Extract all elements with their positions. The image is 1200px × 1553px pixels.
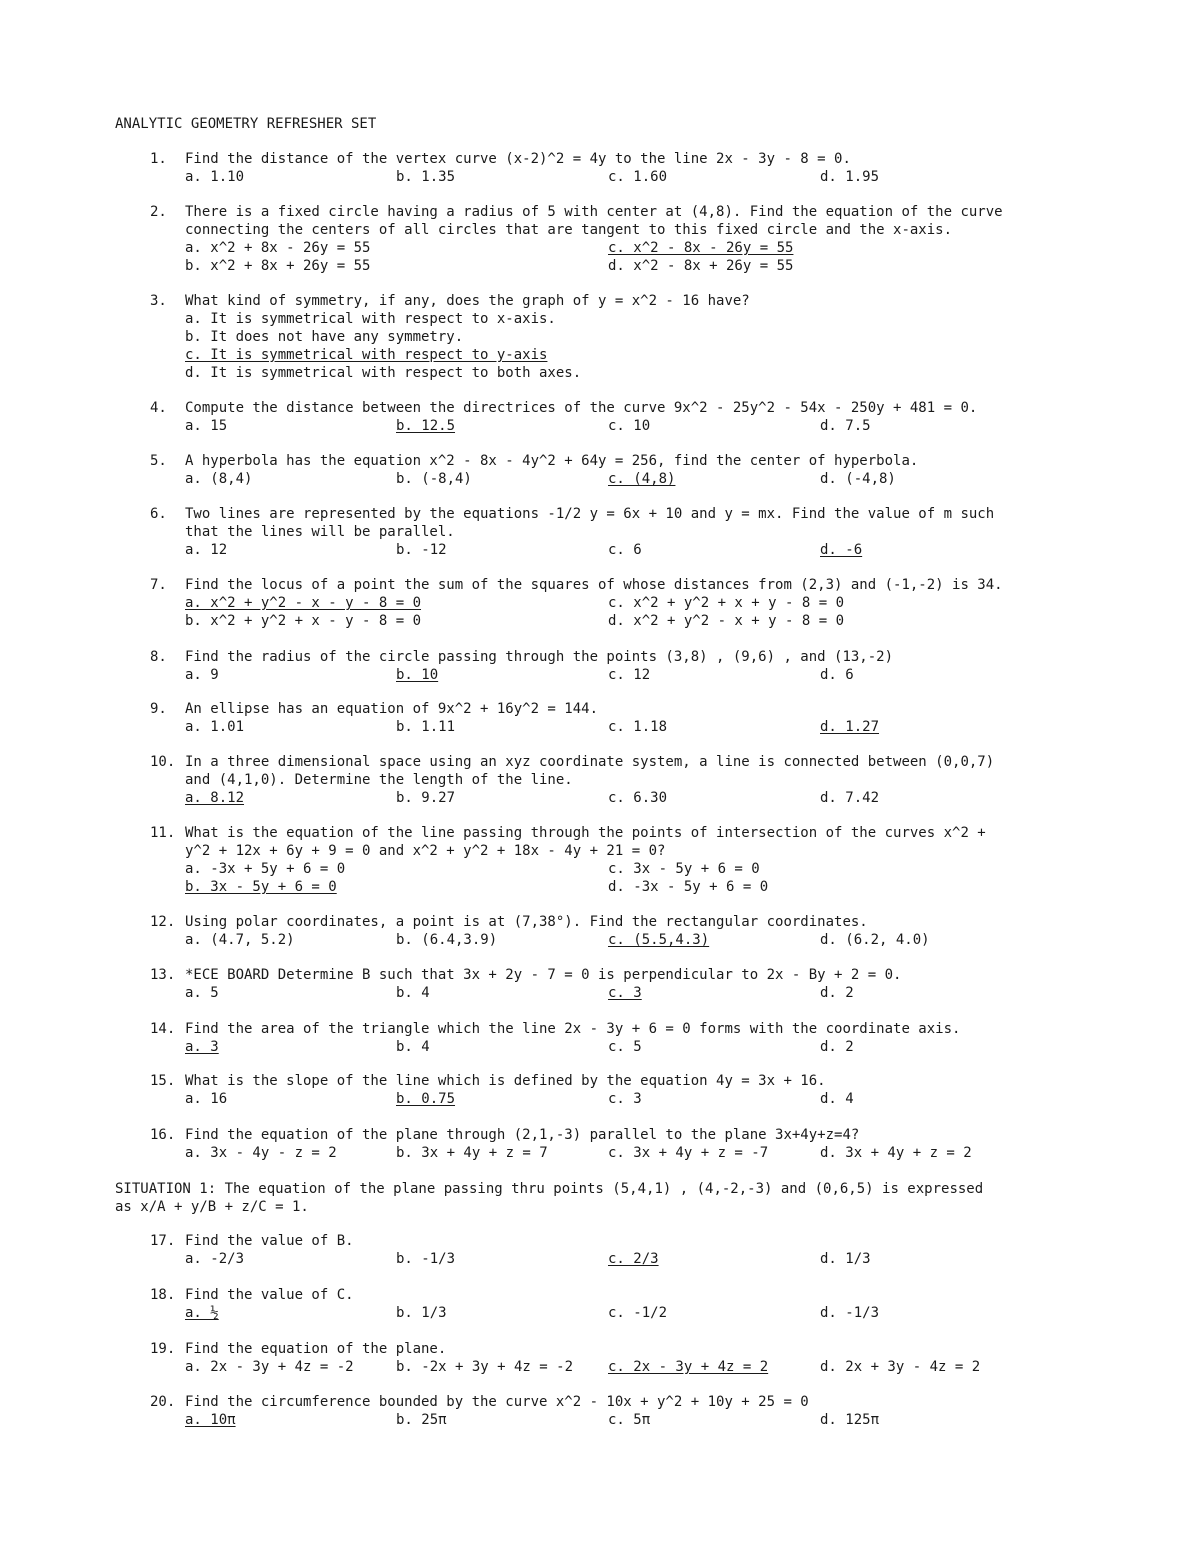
option-a: a. 16 (185, 1091, 228, 1107)
option-c: c. 3x + 4y + z = -7 (608, 1145, 769, 1161)
option-d: d. 125π (820, 1412, 880, 1428)
option-b: b. -1/3 (396, 1251, 456, 1267)
option-c: c. -1/2 (608, 1305, 668, 1321)
question-6 (150, 505, 1110, 559)
option-d: d. 1.95 (820, 169, 880, 185)
question-number: 19. (150, 1341, 176, 1357)
question-text: Find the circumference bounded by the curve x^2 - 10x + y^2 + 10y + 25 = 0 (185, 1394, 809, 1410)
option-a: a. 9 (185, 667, 219, 683)
option-c: c. 3 (608, 1091, 642, 1107)
question-text: that the lines will be parallel. (185, 524, 455, 540)
option-b: b. 9.27 (396, 790, 456, 806)
option-c: c. 12 (608, 667, 651, 683)
option-b: b. 1.11 (396, 719, 456, 735)
option-b: b. (-8,4) (396, 471, 472, 487)
question-15 (150, 1072, 1110, 1108)
option-c-answer: c. (4,8) (608, 471, 676, 487)
option-d: d. 6 (820, 667, 854, 683)
question-text: There is a fixed circle having a radius of 5 with center at (4,8). Find the equation of the curve (185, 204, 1003, 220)
question-3 (150, 292, 1110, 382)
question-number: 16. (150, 1127, 176, 1143)
question-text: *ECE BOARD Determine B such that 3x + 2y - 7 = 0 is perpendicular to 2x - By + 2 = 0. (185, 967, 902, 983)
option-a: a. x^2 + 8x - 26y = 55 (185, 240, 371, 256)
question-number: 1. (150, 151, 167, 167)
option-d: d. 4 (820, 1091, 854, 1107)
option-d: d. -3x - 5y + 6 = 0 (608, 879, 769, 895)
option-d: d. 2 (820, 985, 854, 1001)
question-text: Find the locus of a point the sum of the squares of whose distances from (2,3) and (-1,-2) is 34. (185, 577, 1003, 593)
option-b-answer: b. 12.5 (396, 418, 456, 434)
question-text: Find the area of the triangle which the line 2x - 3y + 6 = 0 forms with the coordinate axis. (185, 1021, 961, 1037)
option-b: b. -12 (396, 542, 447, 558)
option-a: a. (8,4) (185, 471, 253, 487)
option-d: d. 2x + 3y - 4z = 2 (820, 1359, 981, 1375)
question-text: What is the slope of the line which is defined by the equation 4y = 3x + 16. (185, 1073, 826, 1089)
question-14 (150, 1020, 1110, 1056)
option-a: a. 15 (185, 418, 228, 434)
question-4 (150, 399, 1110, 435)
option-b-answer: b. 0.75 (396, 1091, 456, 1107)
question-text: Find the equation of the plane. (185, 1341, 447, 1357)
question-text: Using polar coordinates, a point is at (7,38°). Find the rectangular coordinates. (185, 914, 868, 930)
option-c-answer: c. (5.5,4.3) (608, 932, 710, 948)
question-number: 15. (150, 1073, 176, 1089)
option-c-answer: c. x^2 - 8x - 26y = 55 (608, 240, 794, 256)
option-c: c. 5 (608, 1039, 642, 1055)
question-number: 20. (150, 1394, 176, 1410)
question-number: 9. (150, 701, 167, 717)
question-text: Find the value of C. (185, 1287, 354, 1303)
question-2 (150, 203, 1110, 275)
question-text: and (4,1,0). Determine the length of the line. (185, 772, 573, 788)
option-d: d. 7.42 (820, 790, 880, 806)
option-d: d. x^2 - 8x + 26y = 55 (608, 258, 794, 274)
option-d: d. 2 (820, 1039, 854, 1055)
question-text: What kind of symmetry, if any, does the graph of y = x^2 - 16 have? (185, 293, 750, 309)
option-c: c. 1.60 (608, 169, 668, 185)
option-d: d. 3x + 4y + z = 2 (820, 1145, 972, 1161)
option-b: b. It does not have any symmetry. (185, 329, 464, 345)
option-c: c. x^2 + y^2 + x + y - 8 = 0 (608, 595, 845, 611)
question-number: 2. (150, 204, 167, 220)
question-1 (150, 150, 1110, 186)
question-text: What is the equation of the line passing through the points of intersection of the curves x^2 + (185, 825, 986, 841)
option-d-answer: d. 1.27 (820, 719, 880, 735)
option-a: a. 5 (185, 985, 219, 1001)
option-b: b. x^2 + 8x + 26y = 55 (185, 258, 371, 274)
question-number: 14. (150, 1021, 176, 1037)
option-d: d. 1/3 (820, 1251, 871, 1267)
question-5 (150, 452, 1110, 488)
option-d: d. x^2 + y^2 - x + y - 8 = 0 (608, 613, 845, 629)
question-text: Find the radius of the circle passing through the points (3,8) , (9,6) , and (13,-2) (185, 649, 894, 665)
option-d-answer: d. -6 (820, 542, 863, 558)
option-c-answer: c. 2x - 3y + 4z = 2 (608, 1359, 769, 1375)
question-text: Find the distance of the vertex curve (x-2)^2 = 4y to the line 2x - 3y - 8 = 0. (185, 151, 851, 167)
question-number: 13. (150, 967, 176, 983)
question-number: 18. (150, 1287, 176, 1303)
option-b: b. 4 (396, 985, 430, 1001)
question-11 (150, 824, 1110, 896)
question-12 (150, 913, 1110, 949)
option-d: d. (-4,8) (820, 471, 896, 487)
option-b: b. 25π (396, 1412, 447, 1428)
option-a: a. (4.7, 5.2) (185, 932, 295, 948)
question-text: Find the value of B. (185, 1233, 354, 1249)
option-c: c. 6.30 (608, 790, 668, 806)
question-20 (150, 1393, 1110, 1429)
option-a: a. -2/3 (185, 1251, 245, 1267)
situation-text: SITUATION 1: The equation of the plane passing thru points (5,4,1) , (4,-2,-3) and (0,6,5) is expressed (115, 1181, 984, 1197)
option-d: d. (6.2, 4.0) (820, 932, 930, 948)
option-a-answer: a. x^2 + y^2 - x - y - 8 = 0 (185, 595, 422, 611)
option-c-answer: c. It is symmetrical with respect to y-axis (185, 347, 548, 363)
option-c: c. 6 (608, 542, 642, 558)
option-b: b. 1/3 (396, 1305, 447, 1321)
option-a: a. -3x + 5y + 6 = 0 (185, 861, 346, 877)
document-title: ANALYTIC GEOMETRY REFRESHER SET (115, 116, 377, 132)
option-a: a. 2x - 3y + 4z = -2 (185, 1359, 354, 1375)
option-b: b. x^2 + y^2 + x - y - 8 = 0 (185, 613, 422, 629)
question-text: y^2 + 12x + 6y + 9 = 0 and x^2 + y^2 + 18x - 4y + 21 = 0? (185, 843, 666, 859)
question-9 (150, 700, 1110, 736)
question-number: 7. (150, 577, 167, 593)
question-13 (150, 966, 1110, 1002)
option-b-answer: b. 10 (396, 667, 439, 683)
question-text: connecting the centers of all circles that are tangent to this fixed circle and the x-axis. (185, 222, 953, 238)
option-a-answer: a. 3 (185, 1039, 219, 1055)
question-number: 6. (150, 506, 167, 522)
option-a-answer: a. 8.12 (185, 790, 245, 806)
option-c: c. 3x - 5y + 6 = 0 (608, 861, 760, 877)
option-a-answer: a. ½ (185, 1305, 219, 1321)
question-number: 8. (150, 649, 167, 665)
question-number: 5. (150, 453, 167, 469)
option-c-answer: c. 3 (608, 985, 642, 1001)
option-b: b. 4 (396, 1039, 430, 1055)
question-number: 11. (150, 825, 176, 841)
question-number: 3. (150, 293, 167, 309)
option-c: c. 1.18 (608, 719, 668, 735)
question-number: 10. (150, 754, 176, 770)
question-8 (150, 648, 1110, 684)
option-c: c. 10 (608, 418, 651, 434)
question-text: Two lines are represented by the equations -1/2 y = 6x + 10 and y = mx. Find the value of m such (185, 506, 995, 522)
question-text: An ellipse has an equation of 9x^2 + 16y^2 = 144. (185, 701, 599, 717)
option-a: a. 3x - 4y - z = 2 (185, 1145, 337, 1161)
question-number: 17. (150, 1233, 176, 1249)
question-7 (150, 576, 1110, 630)
option-a-answer: a. 10π (185, 1412, 236, 1428)
option-b-answer: b. 3x - 5y + 6 = 0 (185, 879, 337, 895)
question-17 (150, 1232, 1110, 1268)
situation-text: as x/A + y/B + z/C = 1. (115, 1199, 309, 1215)
option-a: a. 1.10 (185, 169, 245, 185)
question-text: Find the equation of the plane through (2,1,-3) parallel to the plane 3x+4y+z=4? (185, 1127, 860, 1143)
situation-1 (115, 1180, 1115, 1216)
option-a: a. It is symmetrical with respect to x-axis. (185, 311, 556, 327)
question-19 (150, 1340, 1110, 1376)
question-text: Compute the distance between the directrices of the curve 9x^2 - 25y^2 - 54x - 250y + 481 = 0. (185, 400, 978, 416)
option-d: d. 7.5 (820, 418, 871, 434)
option-c: c. 5π (608, 1412, 651, 1428)
option-b: b. 1.35 (396, 169, 456, 185)
question-text: In a three dimensional space using an xyz coordinate system, a line is connected between (0,0,7) (185, 754, 995, 770)
option-b: b. (6.4,3.9) (396, 932, 498, 948)
question-10 (150, 753, 1110, 807)
option-c-answer: c. 2/3 (608, 1251, 659, 1267)
option-b: b. -2x + 3y + 4z = -2 (396, 1359, 574, 1375)
option-a: a. 12 (185, 542, 228, 558)
question-number: 12. (150, 914, 176, 930)
option-a: a. 1.01 (185, 719, 245, 735)
question-18 (150, 1286, 1110, 1322)
question-16 (150, 1126, 1110, 1162)
question-text: A hyperbola has the equation x^2 - 8x - 4y^2 + 64y = 256, find the center of hyperbola. (185, 453, 919, 469)
option-d: d. -1/3 (820, 1305, 880, 1321)
option-d: d. It is symmetrical with respect to both axes. (185, 365, 582, 381)
question-number: 4. (150, 400, 167, 416)
option-b: b. 3x + 4y + z = 7 (396, 1145, 548, 1161)
